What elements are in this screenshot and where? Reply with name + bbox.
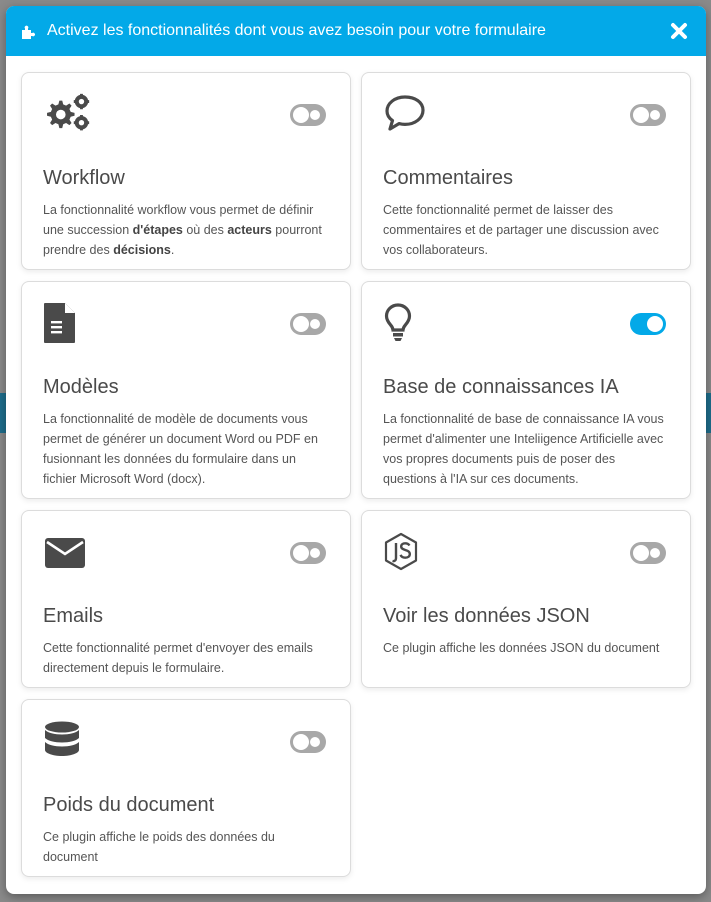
feature-title: Base de connaissances IA [383, 376, 619, 398]
nodejs-icon [383, 531, 433, 573]
modal-header [6, 6, 706, 56]
cogs-icon [43, 93, 93, 135]
feature-description: Cette fonctionnalité permet d'envoyer des emails directement depuis le formulaire. [43, 641, 313, 675]
feature-title: Voir les données JSON [383, 605, 590, 627]
feature-title: Poids du document [43, 794, 215, 816]
toggle-modeles[interactable] [290, 313, 326, 335]
feature-card-json [361, 510, 691, 688]
envelope-icon [43, 531, 93, 573]
feature-card-commentaires [361, 72, 691, 270]
database-icon [43, 720, 93, 762]
feature-card-emails [21, 510, 351, 688]
feature-card-base-connaissances-ia [361, 281, 691, 499]
feature-title: Modèles [43, 376, 119, 398]
lightbulb-icon [383, 302, 433, 344]
feature-card-workflow [21, 72, 351, 270]
puzzle-piece-icon [19, 21, 39, 41]
feature-description: Ce plugin affiche les données JSON du document [383, 641, 660, 655]
feature-card-poids [21, 699, 351, 877]
feature-description: Ce plugin affiche le poids des données du document [43, 830, 275, 864]
feature-title: Workflow [43, 167, 125, 189]
feature-description: Cette fonctionnalité permet de laisser des commentaires et de partager une discussion avec vos collaborateurs. [383, 203, 659, 257]
feature-description: La fonctionnalité workflow vous permet de définir une succession d'étapes où des acteurs pourront prendre des décisions. [43, 203, 322, 257]
feature-title: Commentaires [383, 167, 514, 189]
toggle-poids[interactable] [290, 731, 326, 753]
feature-description: La fonctionnalité de modèle de documents vous permet de générer un document Word ou PDF en fusionnant les données du formulaire dans un fichier Microsoft Word (docx). [43, 412, 318, 486]
close-icon [670, 22, 688, 40]
features-modal [6, 6, 706, 894]
toggle-base-connaissances-ia[interactable] [630, 313, 666, 335]
feature-card-modeles [21, 281, 351, 499]
feature-title: Emails [43, 605, 104, 627]
modal-title: Activez les fonctionnalités dont vous avez besoin pour votre formulaire [47, 22, 546, 39]
comment-icon [383, 93, 433, 135]
file-text-icon [43, 302, 93, 344]
toggle-json[interactable] [630, 542, 666, 564]
close-button[interactable] [668, 20, 690, 42]
toggle-commentaires[interactable] [630, 104, 666, 126]
toggle-emails[interactable] [290, 542, 326, 564]
toggle-workflow[interactable] [290, 104, 326, 126]
feature-description: La fonctionnalité de base de connaissance IA vous permet d'alimenter une Inteliigence Artificielle avec vos propres documents puis de poser des questions à l'IA sur ces documents. [383, 412, 664, 486]
